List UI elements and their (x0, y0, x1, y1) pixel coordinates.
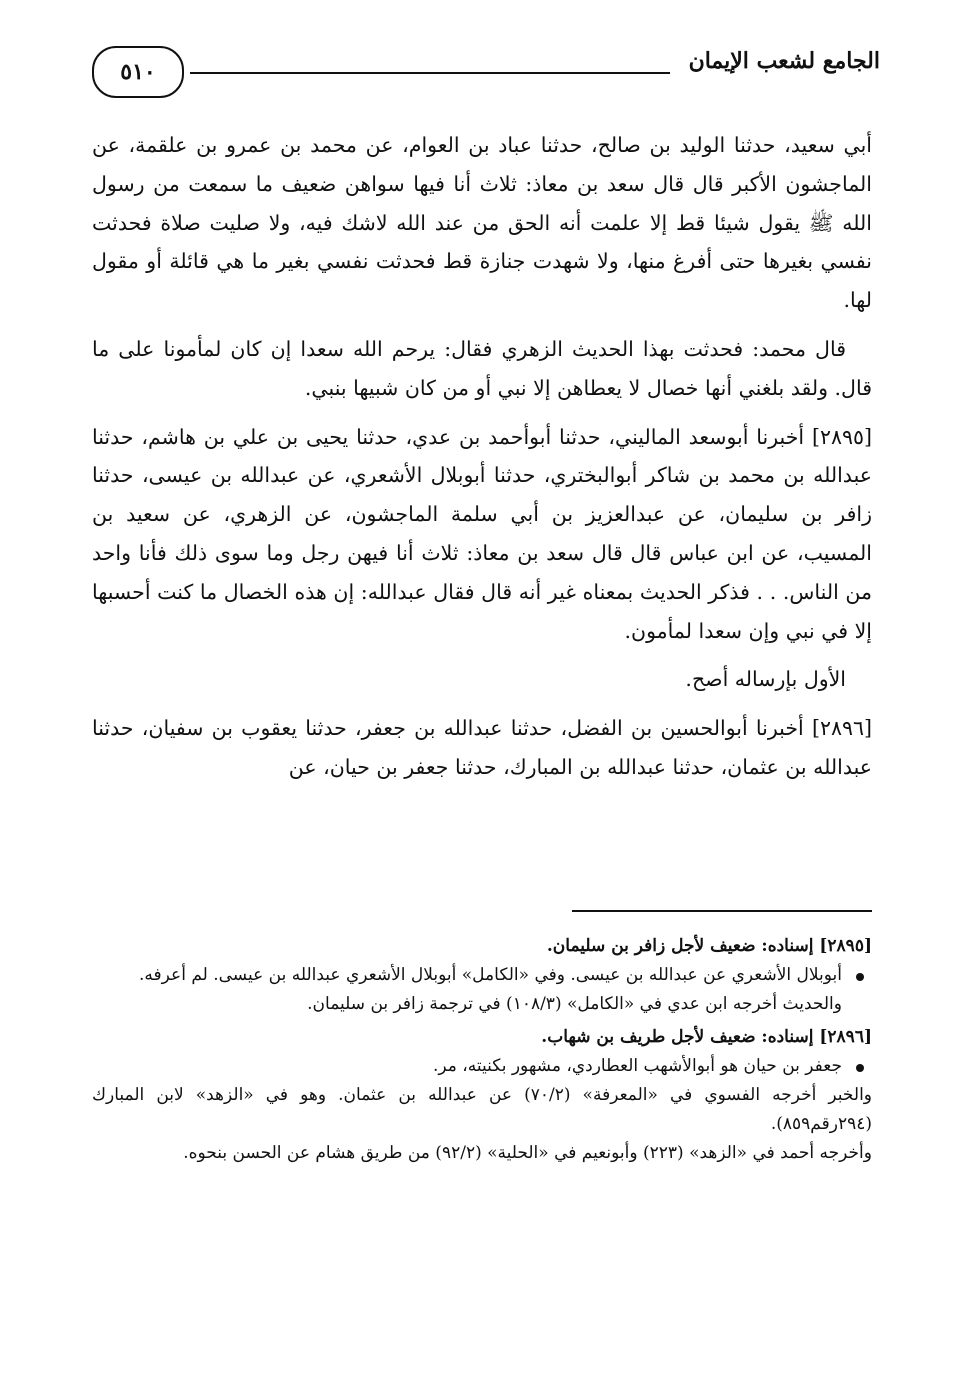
page-header (92, 44, 880, 104)
footnotes (92, 928, 872, 1168)
paragraph-muhammad-said: قال محمد: فحدثت بهذا الحديث الزهري فقال: يرحم الله سعدا إن كان لمأمونا على ما قال. ولقد بلغني أنها خصال لا يعطاهن إلا نبي أو من كان شبيها بنبي. (92, 336, 872, 400)
footnote-2895-bullet-text: أبوبلال الأشعري عن عبدالله بن عيسى. وفي «الكامل» أبوبلال الأشعري عبدالله بن عيسى. لم أعرفه. (139, 965, 842, 985)
footnote-2896-bullet (92, 1052, 872, 1081)
page-number: ٥١٠ (92, 46, 184, 98)
footnote-2896-heading: [٢٨٩٦] إسناده: ضعيف لأجل طريف بن شهاب. (541, 1027, 872, 1047)
paragraph-note: الأول بإرساله أصح. (685, 667, 846, 692)
footnote-2896-note-1: والخبر أخرجه الفسوي في «المعرفة» (٧٠/٢) عن عبدالله بن عثمان. وهو في «الزهد» لابن المبارك (٢٩٤رقم٨٥٩). (92, 1085, 873, 1134)
footnote-2895-note: والحديث أخرجه ابن عدي في «الكامل» (١٠٨/٣) في ترجمة زافر بن سليمان. (307, 994, 842, 1014)
footnote-2896-bullet-text: جعفر بن حيان هو أبوالأشهب العطاردي، مشهور بكنيته، مر. (433, 1056, 842, 1076)
footnote-2896-note-2: وأخرجه أحمد في «الزهد» (٢٢٣) وأبونعيم في «الحلية» (٩٢/٢) من طريق هشام عن الحسن بنحوه. (183, 1143, 872, 1163)
book-title: الجامع لشعب الإيمان (688, 48, 880, 74)
bullet-icon (856, 973, 864, 981)
hadith-2895: [٢٨٩٥] أخبرنا أبوسعد الماليني، حدثنا أبوأحمد بن عدي، حدثنا يحيى بن علي بن هاشم، حدثنا عبدالله بن محمد بن شاكر أبوالبختري، حدثنا أبوبلال الأشعري، عن عبدالله بن عيسى، حدثنا زافر بن سليمان، عن عبدالعزيز بن أبي سلمة الماجشون، عن الزهري، عن سعيد بن المسيب، عن ابن عباس قال قال سعد بن معاذ: ثلاث أنا فيهن رجل وما سوى ذلك فأنا واحد من الناس. . . فذكر الحديث بمعناه غير أنه قال فقال عبدالله: إن هذه الخصال ما كنت أحسبها إلا في نبي وإن سعدا لمأمون. (92, 424, 872, 643)
footnote-2895-bullet (92, 961, 872, 990)
hadith-2896: [٢٨٩٦] أخبرنا أبوالحسين بن الفضل، حدثنا عبدالله بن جعفر، حدثنا يعقوب بن سفيان، حدثنا عبدالله بن عثمان، حدثنا عبدالله بن المبارك، حدثنا جعفر بن حيان، عن (92, 716, 872, 779)
header-rule (190, 72, 670, 74)
footnote-2895-heading: [٢٨٩٥] إسناده: ضعيف لأجل زافر بن سليمان. (546, 936, 872, 956)
footnote-separator (572, 910, 872, 912)
main-text (92, 126, 872, 797)
bullet-icon (856, 1064, 864, 1072)
paragraph-continuation: أبي سعيد، حدثنا الوليد بن صالح، حدثنا عباد بن العوام، عن محمد بن عمرو بن علقمة، عن الماجشون الأكبر قال قال سعد بن معاذ: ثلاث أنا فيها سواهن ضعيف ما سمعت من رسول الله ﷺ يقول شيئا قط إلا علمت أنه الحق من عند الله لاشك فيه، ولا صليت صلاة فحدثت نفسي بغيرها حتى أفرغ منها، ولا شهدت جنازة قط فحدثت نفسي بغير ما هي قائلة أو مقول لها. (92, 133, 872, 313)
